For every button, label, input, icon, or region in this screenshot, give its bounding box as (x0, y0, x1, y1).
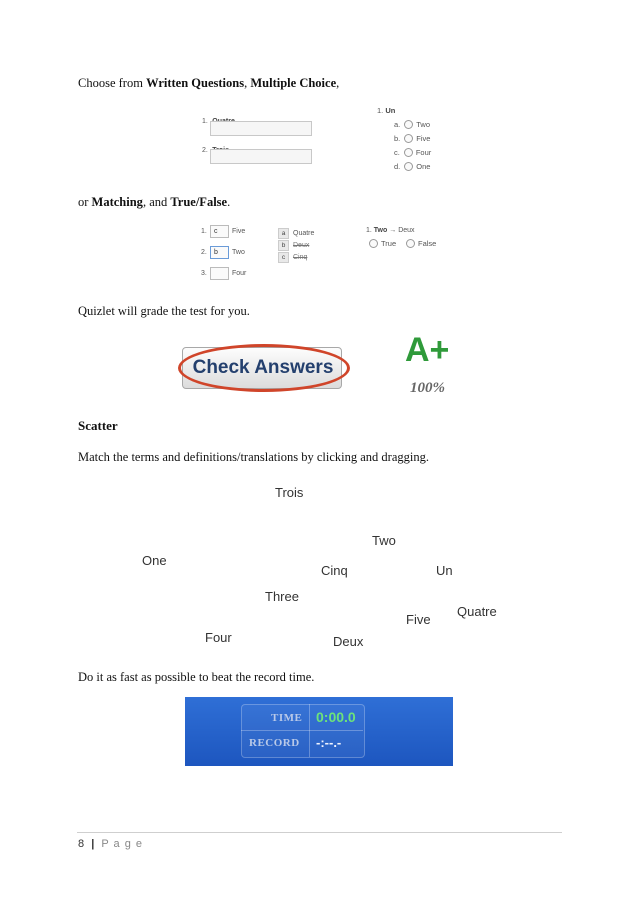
intro2-mid: , and (142, 195, 171, 209)
scatter-word-cinq[interactable]: Cinq (321, 563, 348, 578)
match-choice-c (278, 252, 307, 263)
footer (78, 838, 143, 850)
mc-option-letter: d. (394, 162, 401, 171)
mc-option-text: Five (416, 134, 431, 143)
scatter-word-two[interactable]: Two (372, 533, 396, 548)
timer-panel (185, 697, 453, 766)
radio-icon[interactable] (404, 162, 413, 171)
tf-number: 1. (366, 227, 372, 234)
mc-option-letter: a. (394, 120, 401, 129)
tf-false-label: False (418, 239, 437, 248)
radio-icon[interactable] (406, 239, 415, 248)
scatter-word-trois[interactable]: Trois (275, 485, 304, 500)
timer-time-value: 0:00.0 (316, 709, 356, 725)
speed-paragraph: Do it as fast as possible to beat the record time. (78, 670, 315, 684)
match-choice-text: Deux (293, 242, 310, 249)
grade-paragraph (78, 303, 250, 319)
intro1-multiple-choice: Multiple Choice (250, 76, 337, 90)
match-row-number: 1. (201, 228, 207, 235)
scatter-word-four[interactable]: Four (205, 630, 232, 645)
match-row-number: 3. (201, 270, 207, 277)
match-row-term: Five (232, 228, 246, 235)
match-choice-text: Quatre (293, 230, 315, 237)
radio-icon[interactable] (404, 148, 413, 157)
timer-record-value: -:--.- (316, 735, 342, 750)
timer-divider-v (309, 704, 310, 757)
tf-true-label: True (381, 239, 397, 248)
scatter-word-un[interactable]: Un (436, 563, 453, 578)
mc-option-text: Four (415, 148, 432, 157)
mc-question (377, 106, 395, 115)
footer-rule (77, 832, 562, 833)
intro1-written-questions: Written Questions (146, 76, 245, 90)
intro1-mid: , (244, 76, 251, 90)
check-answers-button[interactable]: Check Answers (192, 357, 334, 378)
tf-option-true[interactable] (369, 239, 396, 248)
intro-paragraph-1 (78, 75, 339, 91)
match-choice-b (278, 240, 309, 251)
radio-icon[interactable] (404, 134, 413, 143)
mc-option-letter: c. (394, 148, 400, 157)
timer-time-label: TIME (271, 712, 303, 724)
scatter-word-quatre[interactable]: Quatre (457, 604, 497, 619)
wq-item-1-number: 1. (202, 118, 208, 125)
intro1-pre: Choose from (78, 76, 147, 90)
scatter-word-five[interactable]: Five (406, 612, 431, 627)
match-row-term: Two (232, 249, 245, 256)
tf-option-false[interactable] (406, 239, 436, 248)
mc-option-b[interactable] (394, 134, 430, 143)
intro2-true-false: True/False (170, 195, 228, 209)
intro2-pre: or (78, 195, 92, 209)
match-row-term: Four (232, 270, 247, 277)
wq-item-2-answer-input[interactable] (210, 149, 312, 164)
intro-paragraph-2 (78, 194, 230, 210)
mc-option-text: One (416, 162, 431, 171)
match-choice-a (278, 228, 314, 239)
mc-question-term: Un (385, 106, 396, 115)
check-answers-figure (178, 343, 348, 391)
mc-option-d[interactable] (394, 162, 430, 171)
mc-question-number: 1. (377, 106, 384, 115)
arrow-right-icon: → (389, 227, 397, 234)
match-answer-input[interactable] (210, 267, 229, 280)
footer-page-number: 8 (78, 838, 85, 850)
scatter-description: Match the terms and definitions/translations by clicking and dragging. (78, 450, 429, 464)
scatter-word-one[interactable]: One (142, 553, 167, 568)
grade-letter: A+ (405, 331, 450, 369)
timer-divider-h (241, 730, 363, 731)
wq-item-2-number: 2. (202, 147, 208, 154)
tf-term: Two (373, 227, 388, 234)
true-false-sample (363, 225, 447, 255)
match-choice-letter: c (278, 252, 289, 263)
mc-option-c[interactable] (394, 148, 431, 157)
tf-question (366, 227, 415, 234)
match-answer-input[interactable]: c (210, 225, 229, 238)
footer-page-label: P a g e (101, 838, 143, 850)
match-choice-text: Cinq (293, 254, 308, 261)
intro2-matching: Matching (91, 195, 143, 209)
radio-icon[interactable] (369, 239, 378, 248)
scatter-word-three[interactable]: Three (265, 589, 299, 604)
multiple-choice-sample (375, 106, 445, 176)
grade-percent: 100% (410, 380, 445, 396)
scatter-heading: Scatter (78, 418, 118, 433)
radio-icon[interactable] (404, 120, 413, 129)
match-row-number: 2. (201, 249, 207, 256)
tf-definition: Deux (398, 227, 415, 234)
mc-option-letter: b. (394, 134, 401, 143)
timer-record-label: RECORD (249, 737, 300, 749)
written-questions-sample (200, 108, 350, 170)
mc-option-text: Two (416, 120, 431, 129)
scatter-word-deux[interactable]: Deux (333, 634, 364, 649)
intro1-post: , (336, 76, 340, 90)
matching-sample (198, 225, 348, 283)
match-answer-input[interactable]: b (210, 246, 229, 259)
match-choice-letter: a (278, 228, 289, 239)
match-choice-letter: b (278, 240, 289, 251)
intro2-post: . (227, 195, 231, 209)
mc-option-a[interactable] (394, 120, 430, 129)
wq-item-1-answer-input[interactable] (210, 121, 312, 136)
footer-separator: | (91, 838, 95, 850)
grade-text: Quizlet will grade the test for you. (78, 304, 250, 318)
